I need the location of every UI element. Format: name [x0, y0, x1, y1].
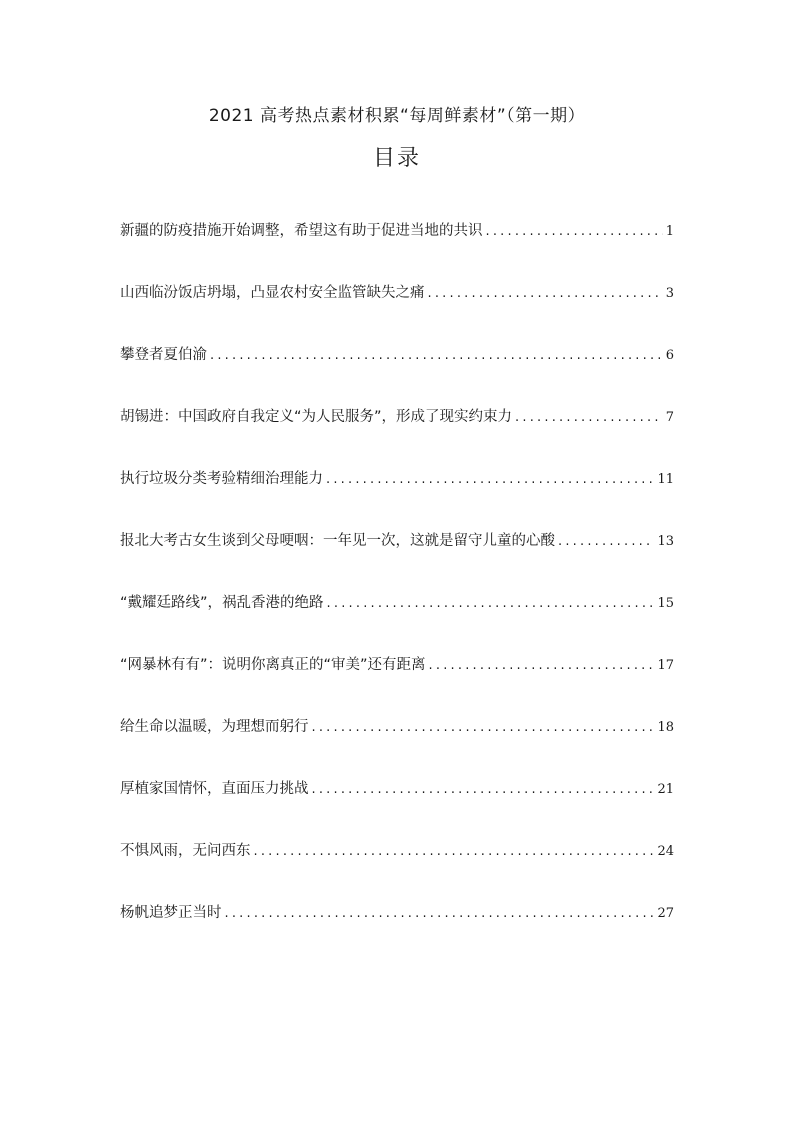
toc-page-number: 3: [665, 286, 674, 301]
toc-entry[interactable]: [120, 405, 674, 467]
toc-page-number: 27: [657, 906, 674, 921]
toc-leader-dots: [225, 902, 655, 926]
toc-entry[interactable]: [120, 777, 674, 839]
toc-entry-title: “网暴林有有”：说明你离真正的“审美”还有距离: [120, 657, 426, 673]
toc-page-number: 17: [657, 658, 674, 673]
toc-page-number: 7: [665, 410, 674, 425]
toc-page-number: 6: [665, 348, 674, 363]
table-of-contents: [120, 219, 674, 963]
toc-page-number: 24: [657, 844, 674, 859]
toc-entry-title: 新疆的防疫措施开始调整，希望这有助于促进当地的共识: [120, 223, 483, 239]
toc-leader-dots: [326, 468, 654, 492]
toc-entry[interactable]: [120, 901, 674, 963]
toc-leader-dots: [327, 592, 655, 616]
toc-entry[interactable]: [120, 281, 674, 343]
toc-heading: 目录: [372, 146, 421, 171]
toc-page-number: 15: [657, 596, 674, 611]
toc-entry-title: 报北大考古女生谈到父母哽咽：一年见一次，这就是留守儿童的心酸: [120, 533, 555, 549]
toc-entry[interactable]: [120, 343, 674, 405]
toc-entry[interactable]: [120, 529, 674, 591]
toc-leader-dots: [254, 840, 655, 864]
toc-entry[interactable]: [120, 715, 674, 777]
toc-entry-title: 杨帆追梦正当时: [120, 905, 222, 921]
toc-leader-dots: [486, 220, 663, 244]
toc-entry-title: “戴耀廷路线”，祸乱香港的绝路: [120, 595, 324, 611]
toc-entry[interactable]: [120, 653, 674, 715]
toc-page-number: 18: [657, 720, 674, 735]
toc-page-number: 13: [657, 534, 674, 549]
toc-leader-dots: [428, 282, 663, 306]
toc-leader-dots: [558, 530, 654, 554]
toc-entry-title: 执行垃圾分类考验精细治理能力: [120, 471, 323, 487]
toc-entry-title: 攀登者夏伯渝: [120, 347, 207, 363]
toc-leader-dots: [210, 344, 663, 368]
toc-leader-dots: [312, 716, 655, 740]
toc-entry[interactable]: [120, 467, 674, 529]
toc-entry[interactable]: [120, 591, 674, 653]
toc-entry-title: 厚植家国情怀，直面压力挑战: [120, 781, 309, 797]
toc-entry[interactable]: [120, 219, 674, 281]
toc-leader-dots: [515, 406, 663, 430]
toc-entry-title: 山西临汾饭店坍塌，凸显农村安全监管缺失之痛: [120, 285, 425, 301]
toc-page-number: 21: [657, 782, 674, 797]
toc-entry-title: 胡锡进：中国政府自我定义“为人民服务”，形成了现实约束力: [120, 409, 513, 425]
document-title: 2021 高考热点素材积累“每周鲜素材”（第一期）: [208, 106, 586, 126]
toc-page-number: 11: [657, 472, 674, 487]
toc-entry[interactable]: [120, 839, 674, 901]
toc-leader-dots: [312, 778, 655, 802]
toc-page-number: 1: [665, 224, 674, 239]
toc-leader-dots: [429, 654, 655, 678]
toc-entry-title: 不惧风雨，无问西东: [120, 843, 251, 859]
toc-entry-title: 给生命以温暖，为理想而躬行: [120, 719, 309, 735]
